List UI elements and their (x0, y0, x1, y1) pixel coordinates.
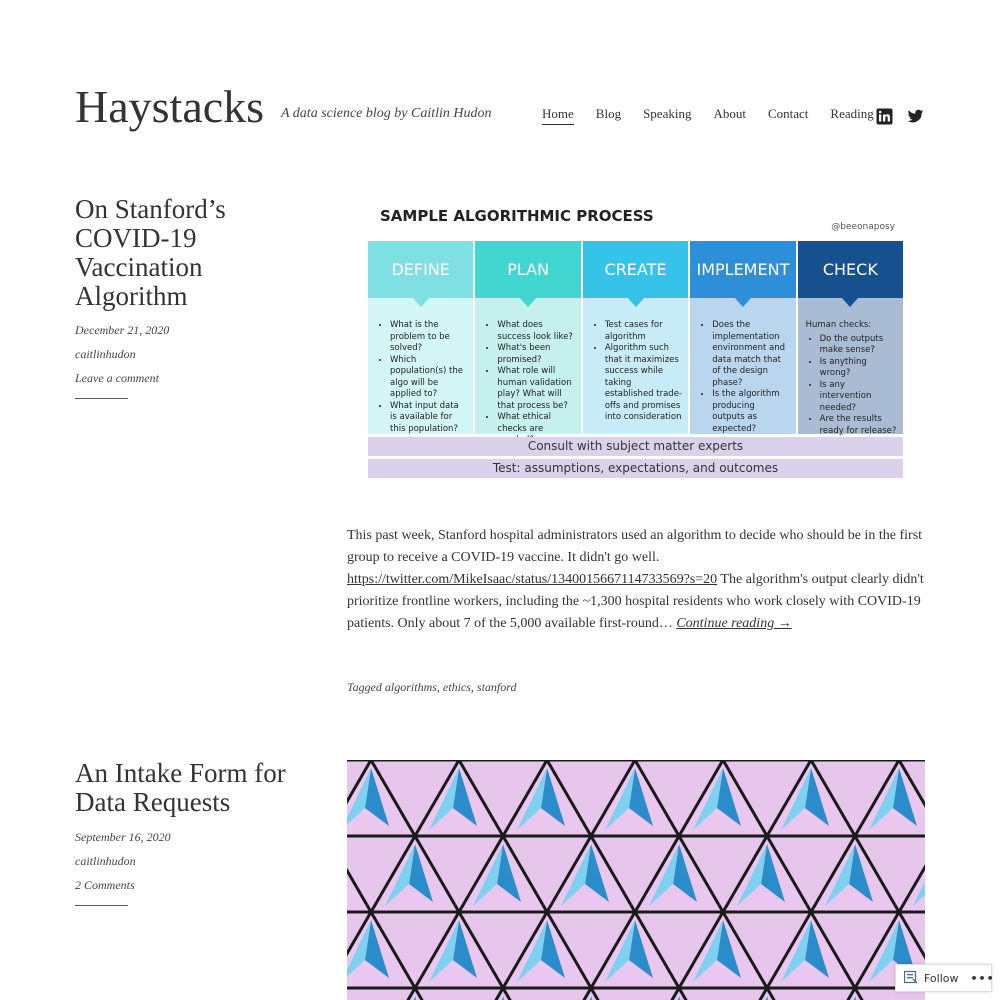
meta-divider (75, 905, 128, 906)
nav-contact[interactable]: Contact (767, 106, 809, 121)
meta-divider (75, 398, 128, 399)
post-date[interactable]: December 21, 2020 (75, 323, 170, 337)
nav-home[interactable]: Home (542, 106, 574, 125)
diagram-column-item: • What role will human validation play? What will that process be? (497, 366, 574, 412)
diagram-column-item: • What's been promised? (497, 343, 574, 366)
diagram-column-item: • Which population(s) the algo will be applied to? (390, 355, 467, 401)
tag-link[interactable]: stanford (476, 680, 517, 694)
post-title[interactable]: An Intake Form for Data Requests (75, 758, 286, 817)
diagram-column-header: IMPLEMENT (690, 241, 795, 298)
nav-about[interactable]: About (713, 106, 746, 121)
diagram-title: SAMPLE ALGORITHMIC PROCESS (380, 207, 654, 225)
diagram-column (798, 241, 903, 434)
diagram-column-item: • Is any intervention needed? (820, 380, 897, 415)
site-title[interactable]: Haystacks (75, 81, 265, 132)
excerpt-text: The algorithm's output clearly didn't prioritize frontline workers, including the ~1,300 hospital residents who work closely with COVID-19 patients. Only about 7 of the 5,000 available first-round… (347, 572, 924, 631)
diagram-columns (368, 241, 903, 434)
diagram-column (475, 241, 580, 434)
tags-label: Tagged (347, 680, 385, 694)
diagram-column-body (583, 298, 688, 434)
diagram-column-item: • What input data is available for this population? (390, 401, 467, 436)
diagram-column-lead: Human checks: (805, 320, 872, 330)
site-description: A data science blog by Caitlin Hudon (281, 106, 492, 121)
diagram-column-body (690, 298, 795, 434)
excerpt-text: This past week, Stanford hospital administrators used an algorithm to decide who should be in the first group to receive a COVID-19 vaccine. It didn't go well. (347, 528, 923, 565)
main-nav (542, 106, 896, 125)
diagram-bar: Test: assumptions, expectations, and outcomes (368, 459, 903, 478)
diagram-column (583, 241, 688, 434)
post-meta (75, 323, 169, 408)
social-links (876, 108, 924, 125)
diagram-column-item: • Do the outputs make sense? (820, 334, 897, 357)
nav-blog[interactable]: Blog (595, 106, 622, 121)
post-excerpt (347, 525, 925, 635)
diagram-column-body (475, 298, 580, 434)
diagram-column-body (798, 298, 903, 434)
linkedin-icon[interactable] (876, 108, 893, 125)
diagram-column (368, 241, 473, 434)
post-tags: Tagged algorithms, ethics, stanford (347, 680, 517, 694)
continue-reading-link[interactable]: Continue reading → (676, 616, 792, 631)
tag-link[interactable]: ethics (442, 680, 471, 694)
diagram-column-item: • Is the algorithm producing outputs as expected? (712, 389, 789, 435)
post-author[interactable]: caitlinhudon (75, 854, 136, 868)
post-comments-link[interactable]: Leave a comment (75, 371, 159, 385)
diagram-handle: @beeonaposy (831, 222, 895, 232)
post-author[interactable]: caitlinhudon (75, 347, 136, 361)
twitter-icon[interactable] (907, 108, 924, 125)
post-meta (75, 830, 171, 915)
diagram-column-header: DEFINE (368, 241, 473, 298)
reader-icon (904, 970, 918, 987)
diagram-bar: Consult with subject matter experts (368, 437, 903, 456)
tweet-link[interactable]: https://twitter.com/MikeIsaac/status/1340015667114733569?s=20 (347, 572, 718, 587)
follow-button[interactable]: Follow (924, 971, 959, 985)
diagram-column-item: • Are the results ready for release? (820, 414, 897, 437)
process-diagram[interactable] (368, 200, 903, 480)
diagram-column-header: CHECK (798, 241, 903, 298)
nav-speaking[interactable]: Speaking (643, 106, 692, 121)
post-featured-image[interactable] (347, 760, 925, 1000)
diagram-column-item: • Test cases for algorithm (605, 320, 682, 343)
diagram-column-body (368, 298, 473, 434)
post-title[interactable]: On Stanford’s COVID-19 Vaccination Algorithm (75, 194, 226, 311)
follow-widget[interactable] (895, 964, 995, 992)
diagram-column-header: CREATE (583, 241, 688, 298)
nav-reading[interactable]: Reading (830, 106, 874, 121)
diagram-column-item: • Is anything wrong? (820, 357, 897, 380)
diagram-column-item: • What does success look like? (497, 320, 574, 343)
post-date[interactable]: September 16, 2020 (75, 830, 171, 844)
more-icon[interactable]: ••• (970, 971, 995, 985)
tag-link[interactable]: algorithms (384, 680, 437, 694)
diagram-column-item: • What is the problem to be solved? (390, 320, 467, 355)
diagram-column (690, 241, 795, 434)
post-comments-link[interactable]: 2 Comments (75, 878, 135, 892)
diagram-column-item: • Algorithm such that it maximizes success while taking established trade-offs and promises into consideration (605, 343, 682, 424)
diagram-column-header: PLAN (475, 241, 580, 298)
diagram-column-item: • Does the implementation environment and data match that of the design phase? (712, 320, 789, 389)
diagram-column-item: • What ethical checks are (497, 412, 574, 447)
